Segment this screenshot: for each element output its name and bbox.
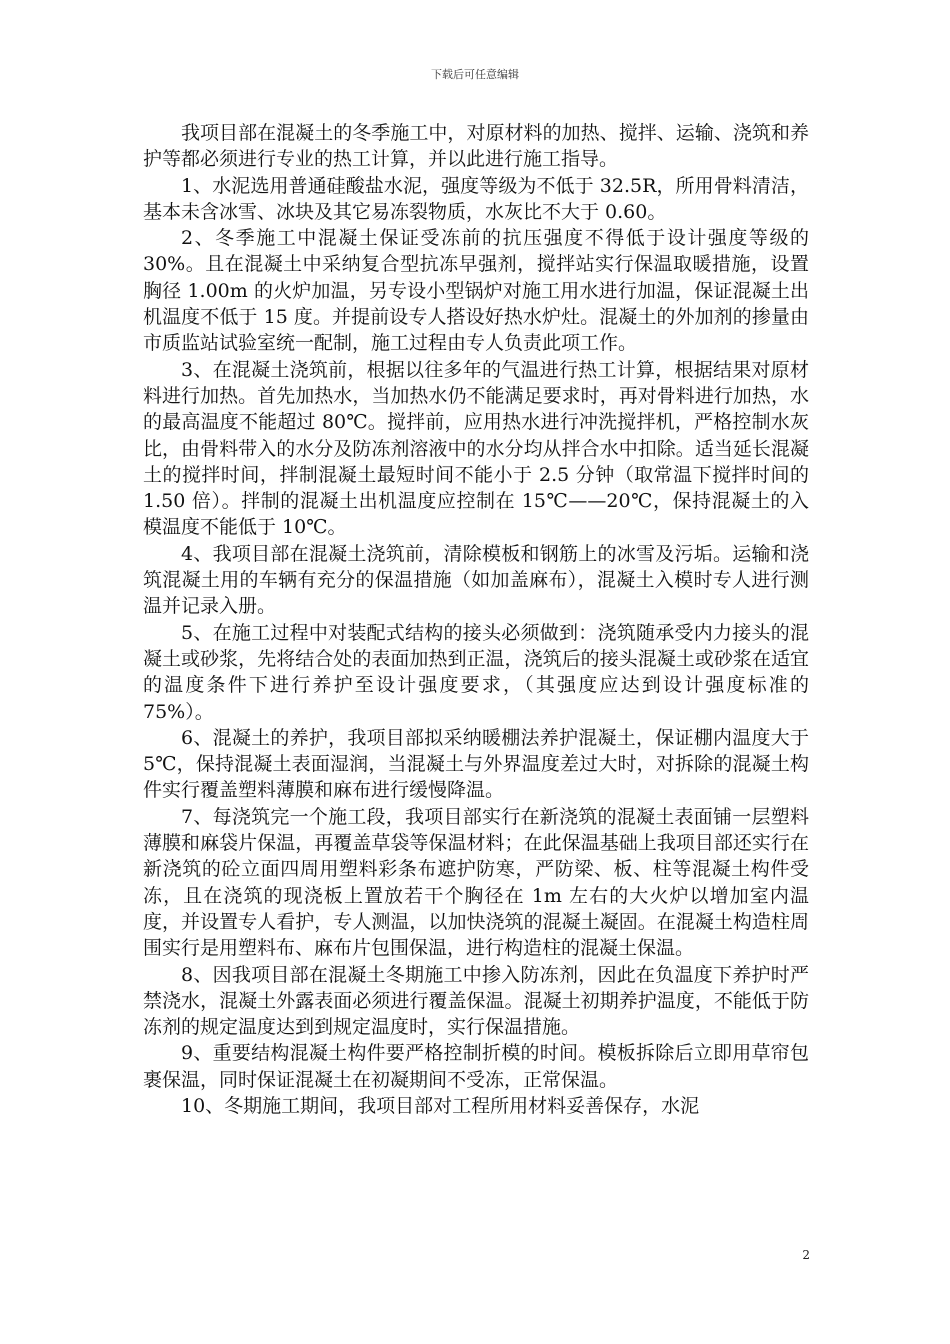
paragraph-item-1: 1、水泥选用普通硅酸盐水泥，强度等级为不低于 32.5R，所用骨料清洁，基本未含冰雪、冰块及其它易冻裂物质，水灰比不大于 0.60。 [143,174,809,223]
paragraph-item-6: 6、混凝土的养护，我项目部拟采纳暖棚法养护混凝土，保证棚内温度大于 5℃，保持混凝土表面湿润，当混凝土与外界温度差过大时，对拆除的混凝土构件实行覆盖塑料薄膜和麻布进行缓慢降温。 [143,726,809,802]
page-number: 2 [802,1248,810,1262]
paragraph-item-9: 9、重要结构混凝土构件要严格控制折模的时间。模板拆除后立即用草帘包裹保温，同时保证混凝土在初凝期间不受冻，正常保温。 [143,1042,809,1091]
paragraph-item-2: 2、冬季施工中混凝土保证受冻前的抗压强度不得低于设计强度等级的 30%。且在混凝土中采纳复合型抗冻早强剂，搅拌站实行保温取暖措施，设置胸径 1.00m 的火炉加温，另专设小型锅炉对施工用水进行加温，保证混凝土出机温度不低于 15 度。并提前设专人搭设好热水炉灶。混凝土的外加剂的掺量由市质监站试验室统一配制，施工过程由专人负责此项工作。 [143,227,809,355]
paragraph-item-7: 7、每浇筑完一个施工段，我项目部实行在新浇筑的混凝土表面铺一层塑料薄膜和麻袋片保温，再覆盖草袋等保温材料；在此保温基础上我项目部还实行在新浇筑的砼立面四周用塑料彩条布遮护防寒，严防梁、板、柱等混凝土构件受冻，且在浇筑的现浇板上置放若干个胸径在 1m 左右的大火炉以增加室内温度，并设置专人看护，专人测温，以加快浇筑的混凝土凝固。在混凝土构造柱周围实行是用塑料布、麻布片包围保温，进行构造柱的混凝土保温。 [143,805,809,960]
document-body [143,120,809,1119]
paragraph-item-3: 3、在混凝土浇筑前，根据以往多年的气温进行热工计算，根据结果对原材料进行加热。首先加热水，当加热水仍不能满足要求时，再对骨料进行加热，水的最高温度不能超过 80℃。搅拌前，应用热水进行冲洗搅拌机，严格控制水灰比，由骨料带入的水分及防冻剂溶液中的水分均从拌合水中扣除。适当延长混凝土的搅拌时间，拌制混凝土最短时间不能小于 2.5 分钟（取常温下搅拌时间的 1.50 倍）。拌制的混凝土出机温度应控制在 15℃——20℃，保持混凝土的入模温度不能低于 10℃。 [143,358,809,539]
paragraph-item-10: 10、冬期施工期间，我项目部对工程所用材料妥善保存，水泥 [181,1094,700,1117]
page-header: 下载后可任意编辑 [431,68,519,81]
paragraph-item-4: 4、我项目部在混凝土浇筑前，清除模板和钢筋上的冰雪及污垢。运输和浇筑混凝土用的车辆有充分的保温措施（如加盖麻布），混凝土入模时专人进行测温并记录入册。 [143,542,809,618]
paragraph-item-8: 8、因我项目部在混凝土冬期施工中掺入防冻剂，因此在负温度下养护时严禁浇水，混凝土外露表面必须进行覆盖保温。混凝土初期养护温度，不能低于防冻剂的规定温度达到到规定温度时，实行保温措施。 [143,963,809,1039]
paragraph-item-5: 5、在施工过程中对装配式结构的接头必须做到：浇筑随承受内力接头的混凝土或砂浆，先将结合处的表面加热到正温，浇筑后的接头混凝土或砂浆在适宜的温度条件下进行养护至设计强度要求，（其强度应达到设计强度标准的 75%）。 [143,621,809,723]
paragraph-intro: 我项目部在混凝土的冬季施工中，对原材料的加热、搅拌、运输、浇筑和养护等都必须进行专业的热工计算，并以此进行施工指导。 [143,122,809,171]
